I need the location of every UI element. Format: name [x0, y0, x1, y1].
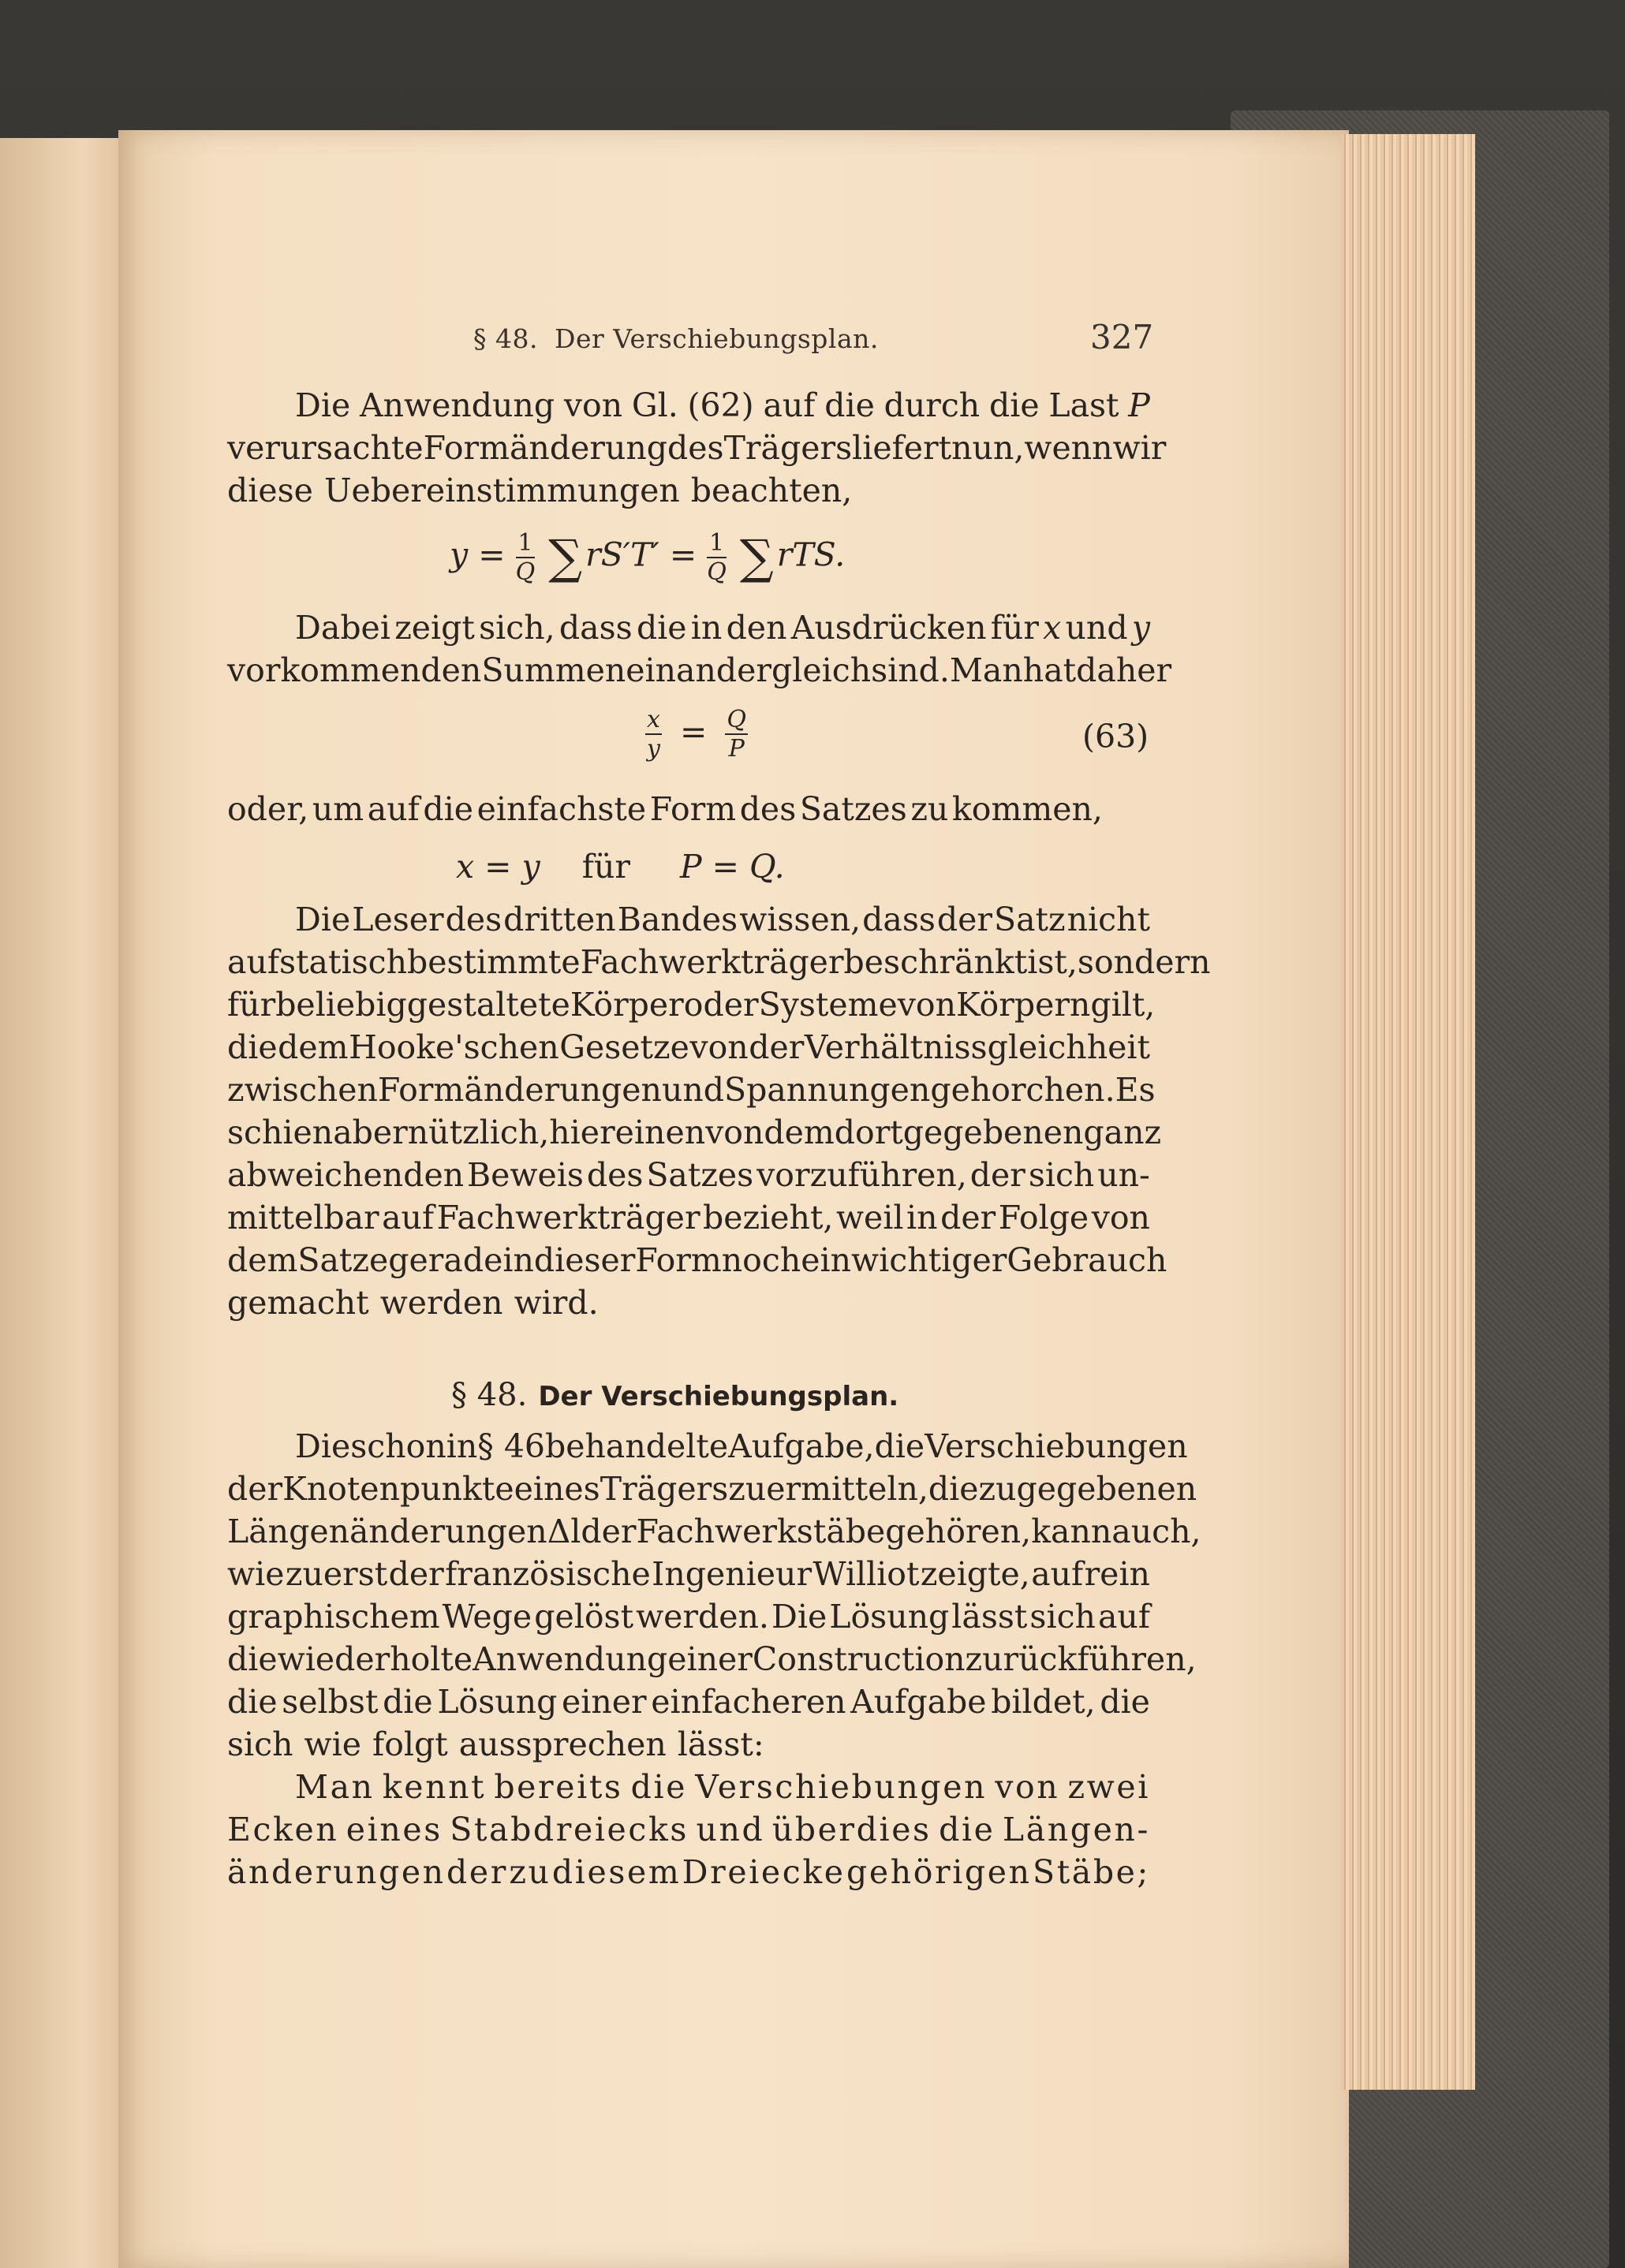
word: un-: [1097, 1156, 1150, 1194]
word: gleich: [771, 651, 872, 689]
word: für: [227, 986, 276, 1024]
page-edges-stack: [1341, 134, 1475, 2090]
text-line: [227, 943, 1211, 986]
word: Fachwerkstäbe: [636, 1513, 886, 1550]
text-line: [227, 986, 1156, 1028]
word: werden.: [636, 1598, 769, 1636]
formula3-right: P = Q.: [680, 848, 785, 886]
word: wie: [227, 1555, 285, 1593]
text-line: [227, 1071, 1156, 1113]
word: Dabei: [295, 609, 390, 647]
word: zu: [910, 790, 949, 828]
running-head-title: Der Verschiebungsplan.: [554, 323, 879, 354]
word: gehörigen: [846, 1853, 1032, 1891]
formula2-rhs-den: P: [728, 735, 745, 763]
word: sich: [227, 1725, 293, 1763]
text-line: [227, 1241, 1167, 1284]
paragraph-2: [227, 609, 1172, 694]
word: von: [995, 1768, 1060, 1806]
word: noch: [721, 1241, 801, 1279]
word: Form: [649, 790, 737, 828]
text-line: [227, 1284, 1150, 1326]
word: die: [423, 790, 474, 828]
word: sich,: [479, 609, 555, 647]
word: Williot: [812, 1555, 920, 1593]
word: Lösung: [829, 1598, 950, 1636]
text-line: [227, 1156, 1150, 1199]
word: die: [988, 386, 1040, 424]
word: die: [227, 1640, 278, 1678]
word: einer: [667, 1640, 753, 1678]
word: Die: [295, 1427, 351, 1465]
word: in: [690, 609, 723, 647]
paragraph-4-lines: [227, 1427, 1201, 1768]
text-line: [227, 1199, 1150, 1241]
word: die: [874, 1427, 925, 1465]
text-line: [227, 1725, 1150, 1768]
word: dass: [862, 901, 936, 938]
word: bestimmte: [407, 943, 581, 981]
word: selbst: [282, 1683, 379, 1721]
text-line: [227, 1598, 1150, 1640]
word: Trägers: [723, 429, 853, 467]
word: zeigt: [394, 609, 475, 647]
word: von: [1091, 1199, 1150, 1237]
word: bereits: [494, 1768, 623, 1806]
word: nützlich,: [407, 1113, 550, 1151]
word: gegebenen: [902, 1113, 1084, 1151]
word: wie: [304, 1725, 362, 1763]
formula1-frac-a-num: 1: [516, 532, 536, 558]
formula-y-sum: [450, 530, 845, 585]
word: y: [1131, 609, 1150, 647]
word: ermitteln,: [766, 1470, 928, 1508]
word: eines: [346, 1811, 443, 1848]
word: zwei: [1067, 1768, 1150, 1806]
word: der: [969, 1156, 1025, 1194]
word: zu: [509, 1853, 551, 1891]
word: x: [1043, 609, 1062, 647]
word: bezieht,: [703, 1199, 834, 1237]
word: Spannungen: [724, 1071, 931, 1109]
equation-number: (63): [1082, 718, 1149, 755]
word: beliebig: [275, 986, 407, 1024]
word: die: [636, 609, 687, 647]
word: in: [502, 1241, 534, 1279]
word: Ecken: [227, 1811, 339, 1848]
formula1-term1: rS′T′: [585, 535, 659, 574]
word: Längen-: [1002, 1811, 1150, 1848]
word: um: [312, 790, 364, 828]
text-line: [227, 1640, 1197, 1683]
word: die: [227, 1683, 278, 1721]
section-heading: [451, 1377, 898, 1413]
word: ganz: [1083, 1113, 1162, 1151]
line-oder-words: [227, 790, 1103, 833]
word: sondern: [1077, 943, 1211, 981]
section-heading-number: § 48.: [451, 1377, 528, 1413]
word: Knotenpunkte: [282, 1470, 514, 1508]
word: des: [667, 429, 724, 467]
word: Verhältnissgleichheit: [804, 1028, 1150, 1066]
running-head: [473, 323, 879, 354]
word: die: [1100, 1683, 1150, 1721]
word: Bandes: [617, 901, 738, 938]
word: oder,: [227, 790, 309, 828]
word: weil: [835, 1199, 904, 1237]
word: einander: [626, 651, 771, 689]
word: beschränkt: [843, 943, 1028, 981]
word: auf: [763, 386, 816, 424]
text-line: [227, 1470, 1197, 1513]
word: graphischem: [227, 1598, 440, 1636]
word: Längenänderungen: [227, 1513, 547, 1550]
word: dem: [227, 1241, 298, 1279]
word: liefert: [852, 429, 952, 467]
word: schon: [350, 1427, 446, 1465]
word: Form: [635, 1241, 722, 1279]
word: Leser: [352, 901, 444, 938]
word: werden: [379, 1284, 503, 1322]
word: hier: [549, 1113, 615, 1151]
text-line: [227, 386, 1150, 429]
word: die: [630, 1768, 688, 1806]
word: Gl.: [631, 386, 678, 424]
word: behandelte: [545, 1427, 729, 1465]
word: Satze: [297, 1241, 389, 1279]
word: gegebenen: [1016, 1470, 1197, 1508]
word: rein: [1084, 1555, 1150, 1593]
word: zuerst: [285, 1555, 388, 1593]
word: der: [446, 1853, 508, 1891]
word: die: [928, 1470, 979, 1508]
word: dass: [558, 609, 633, 647]
word: Anwendung: [360, 386, 555, 424]
word: wiederholte: [277, 1640, 473, 1678]
formula1-sigma-b: ∑: [739, 530, 774, 585]
word: Uebereinstimmungen: [323, 472, 680, 509]
word: Man: [295, 1768, 375, 1806]
line-oder: [227, 790, 1103, 833]
word: (62): [687, 386, 754, 424]
text-line: [227, 1427, 1188, 1470]
formula3-left: x = y: [456, 848, 540, 886]
word: Formänderung: [423, 429, 668, 467]
word: auch,: [1111, 1513, 1201, 1550]
word: Die: [295, 901, 351, 938]
formula-x-over-y: [645, 708, 748, 761]
word: ein: [801, 1241, 852, 1279]
word: dritten: [503, 901, 616, 938]
word: gerade: [388, 1241, 503, 1279]
word: abweichenden: [227, 1156, 465, 1194]
formula2-lhs-num: x: [647, 706, 660, 733]
word: ist,: [1027, 943, 1078, 981]
paragraph-5: [227, 1768, 1150, 1896]
word: des: [445, 901, 502, 938]
paragraph-1-lines: [227, 386, 1167, 514]
word: beachten,: [690, 472, 853, 509]
text-line: [227, 609, 1150, 651]
word: Stabdreiecks: [450, 1811, 689, 1848]
word: der: [388, 1555, 444, 1593]
text-line: [227, 1028, 1150, 1071]
previous-page-edge: [0, 138, 118, 2268]
formula1-eq: =: [669, 535, 697, 574]
word: folgt: [372, 1725, 448, 1763]
word: Fachwerkträger: [580, 943, 844, 981]
word: die: [939, 1811, 996, 1848]
text-line: [227, 901, 1150, 943]
formula2-lhs: [645, 708, 662, 761]
word: zu: [978, 1470, 1017, 1508]
word: gelöst: [534, 1598, 634, 1636]
word: Satzes: [646, 1156, 754, 1194]
word: Ausdrücken: [790, 609, 987, 647]
formula-x-equals-y: [456, 848, 785, 886]
word: zeigte,: [920, 1555, 1030, 1593]
text-line: [227, 1555, 1150, 1598]
word: Satz: [993, 901, 1066, 938]
word: statisch: [279, 943, 407, 981]
formula3-word: für: [581, 848, 630, 886]
word: Ingenieur: [652, 1555, 812, 1593]
formula2-lhs-den: y: [646, 735, 660, 763]
word: für: [990, 609, 1039, 647]
word: lässt:: [677, 1725, 764, 1763]
word: zwischen: [227, 1071, 378, 1109]
word: von: [897, 986, 957, 1024]
word: Folge: [998, 1199, 1089, 1237]
word: hat: [1022, 651, 1077, 689]
word: und: [696, 1811, 765, 1848]
text-line: [227, 1811, 1150, 1853]
word: einfachste: [476, 790, 647, 828]
word: einen: [615, 1113, 706, 1151]
paragraph-1: [227, 386, 1167, 514]
word: Aufgabe,: [728, 1427, 875, 1465]
word: aber: [333, 1113, 408, 1151]
word: kommen,: [951, 790, 1103, 828]
formula1-term2: rTS.: [776, 535, 846, 574]
word: zurückführen,: [965, 1640, 1197, 1678]
word: änderungen: [227, 1853, 446, 1891]
word: kann: [1031, 1513, 1112, 1550]
word: Gesetze: [559, 1028, 689, 1066]
word: eines: [514, 1470, 600, 1508]
word: Es: [1115, 1071, 1156, 1109]
word: Satzes: [799, 790, 907, 828]
word: schien: [227, 1113, 334, 1151]
word: daher: [1076, 651, 1172, 689]
word: Man: [949, 651, 1023, 689]
word: diese: [227, 472, 313, 509]
word: des: [586, 1156, 644, 1194]
word: Fachwerkträger: [436, 1199, 700, 1237]
word: lässt: [951, 1598, 1028, 1636]
word: Hooke'schen: [349, 1028, 559, 1066]
section-heading-title: Der Verschiebungsplan.: [538, 1381, 899, 1412]
word: Anwendung: [473, 1640, 668, 1678]
word: von: [705, 1113, 764, 1151]
word: der: [581, 1513, 637, 1550]
formula1-frac-b-den: Q: [707, 558, 727, 586]
word: sich: [1028, 1156, 1095, 1194]
paragraph-5-lines: [227, 1768, 1150, 1896]
word: auf: [227, 943, 280, 981]
formula2-rhs: [725, 708, 748, 761]
paragraph-3: [227, 901, 1211, 1326]
word: mittelbar: [227, 1199, 379, 1237]
word: und: [1065, 609, 1128, 647]
word: Last: [1048, 386, 1119, 424]
formula1-frac-b-num: 1: [707, 532, 727, 558]
word: durch: [883, 386, 981, 424]
word: der: [749, 1028, 805, 1066]
formula1-sigma-a: ∑: [548, 530, 583, 585]
word: oder: [683, 986, 759, 1024]
word: Lösung: [437, 1683, 558, 1721]
word: in: [906, 1199, 938, 1237]
formula2-eq: =: [679, 713, 708, 751]
word: Körpern: [956, 986, 1091, 1024]
text-line: [227, 1683, 1150, 1725]
word: überdies: [771, 1811, 932, 1848]
word: Trägers: [600, 1470, 729, 1508]
word: einer: [561, 1683, 647, 1721]
word: Dreiecke: [682, 1853, 846, 1891]
word: den: [726, 609, 787, 647]
word: gestaltete: [406, 986, 570, 1024]
word: die: [383, 1683, 433, 1721]
word: von: [689, 1028, 749, 1066]
text-line: [227, 651, 1172, 694]
word: von: [563, 386, 623, 424]
formula1-frac-b: [707, 528, 727, 586]
text-line: [227, 1853, 1150, 1896]
word: der: [227, 1470, 283, 1508]
text-line: [227, 1513, 1201, 1555]
paragraph-2-lines: [227, 609, 1172, 694]
word: Formänderungen: [377, 1071, 662, 1109]
word: auf: [367, 790, 420, 828]
word: Körper: [570, 986, 684, 1024]
word: Aufgabe: [850, 1683, 987, 1721]
page-number: 327: [1090, 318, 1154, 356]
word: diesem: [551, 1853, 682, 1891]
word: kennt: [382, 1768, 487, 1806]
word: Wege: [442, 1598, 532, 1636]
word: Summen: [481, 651, 626, 689]
word: nun,: [951, 429, 1025, 467]
word: wissen,: [739, 901, 861, 938]
word: Verschiebungen: [695, 1768, 988, 1806]
text-line: [227, 1768, 1150, 1811]
word: französische: [445, 1555, 651, 1593]
formula1-frac-a: [515, 528, 536, 586]
word: gehorchen.: [930, 1071, 1115, 1109]
word: aussprechen: [458, 1725, 667, 1763]
word: verursachte: [227, 429, 424, 467]
word: wenn: [1024, 429, 1113, 467]
word: zu: [728, 1470, 767, 1508]
word: dieser: [533, 1241, 636, 1279]
word: vorzuführen,: [756, 1156, 967, 1194]
word: nicht: [1067, 901, 1150, 938]
word: sich: [1029, 1598, 1096, 1636]
word: die: [227, 1028, 278, 1066]
text-line: [227, 429, 1167, 472]
word: bildet,: [991, 1683, 1096, 1721]
word: dem: [278, 1028, 349, 1066]
word: der: [936, 901, 993, 938]
word: Verschiebungen: [925, 1427, 1188, 1465]
word: Construction: [752, 1640, 966, 1678]
word: der: [940, 1199, 996, 1237]
word: P: [1128, 386, 1150, 424]
word: dort: [834, 1113, 903, 1151]
word: Systeme: [758, 986, 898, 1024]
word: die: [824, 386, 875, 424]
word: einfacheren: [651, 1683, 846, 1721]
word: dem: [764, 1113, 835, 1151]
word: vorkommenden: [227, 651, 482, 689]
text-line: [227, 472, 1150, 514]
word: wir: [1112, 429, 1167, 467]
formula2-rhs-num: Q: [727, 706, 746, 733]
word: Die: [771, 1598, 827, 1636]
paragraph-3-lines: [227, 901, 1211, 1326]
word: Beweis: [467, 1156, 584, 1194]
word: Gebrauch: [1007, 1241, 1167, 1279]
word: auf: [1031, 1555, 1084, 1593]
text-line: [227, 1113, 1162, 1156]
paragraph-4: [227, 1427, 1201, 1768]
word: gemacht: [227, 1284, 369, 1322]
formula1-frac-a-den: Q: [515, 558, 536, 586]
word: sind.: [871, 651, 950, 689]
word: wichtiger: [851, 1241, 1007, 1279]
word: des: [739, 790, 797, 828]
word: auf: [1097, 1598, 1150, 1636]
running-head-section: § 48.: [473, 323, 538, 354]
word: Δl: [547, 1513, 581, 1550]
word: Stäbe;: [1033, 1853, 1150, 1891]
word: § 46: [477, 1427, 545, 1465]
word: gehören,: [885, 1513, 1032, 1550]
word: in: [446, 1427, 478, 1465]
word: Die: [295, 386, 351, 424]
word: und: [661, 1071, 725, 1109]
word: wird.: [514, 1284, 599, 1322]
word: gilt,: [1090, 986, 1156, 1024]
formula1-lhs: y =: [450, 535, 506, 574]
word: auf: [382, 1199, 435, 1237]
